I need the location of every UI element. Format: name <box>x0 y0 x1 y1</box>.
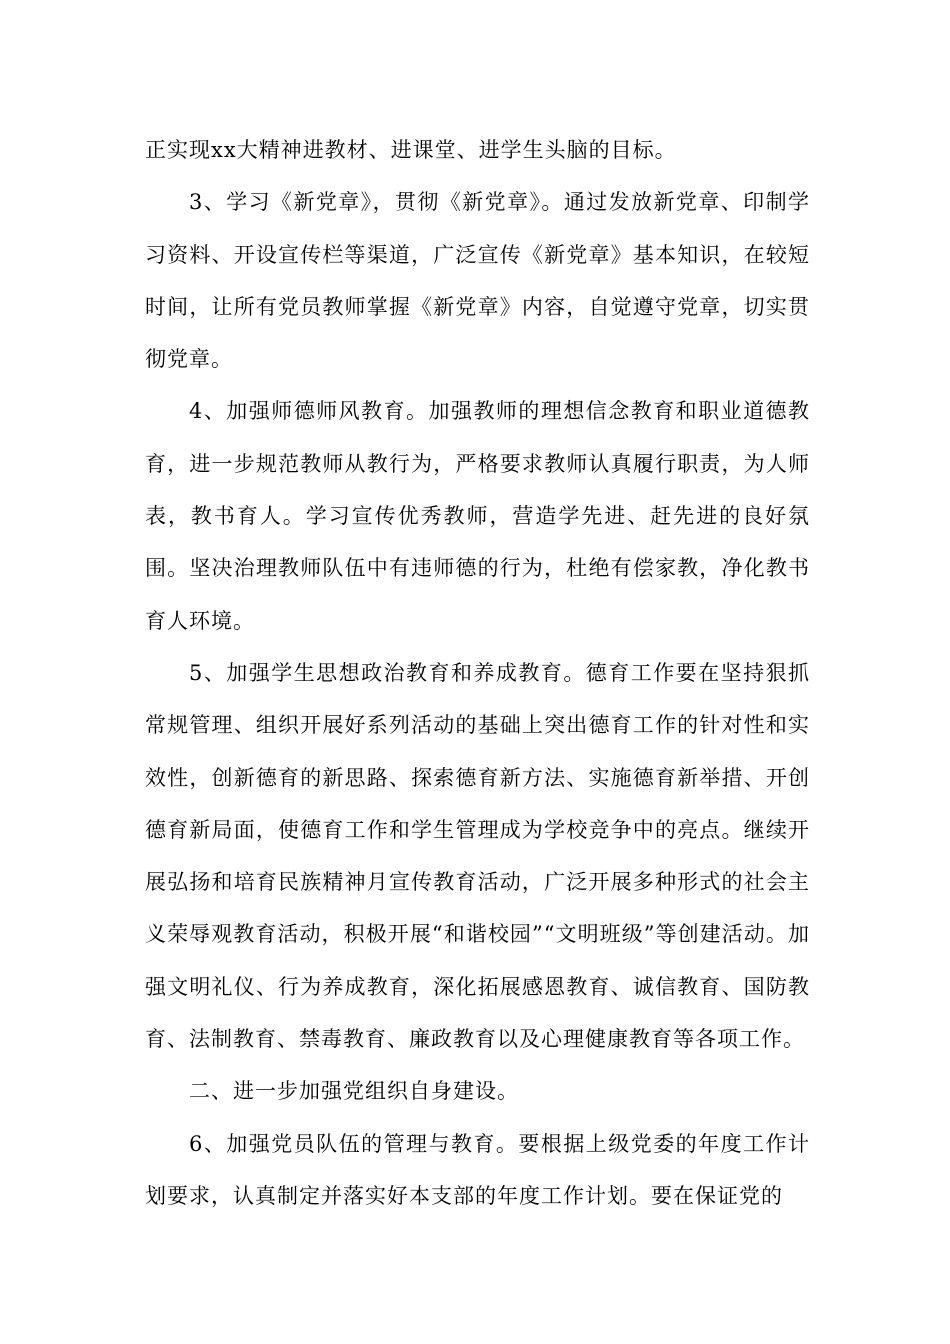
section-heading-party-organization: 二、进一步加强党组织自身建设。 <box>189 1079 519 1104</box>
paragraph-item-5-student-education: 5、加强学生思想政治教育和养成教育。德育工作要在坚持狠抓常规管理、组织开展好系列活动的基础上突出德育工作的针对性和实效性，创新德育的新思路、探索德育新方法、实施德育新举措、开创德育新局面，使德育工作和学生管理成为学校竞争中的亮点。继续开展弘扬和培育民族精神月宣传教育活动，广泛开展多种形式的社会主义荣辱观教育活动，积极开展“和谐校园”“文明班级”等创建活动。加强文明礼仪、行为养成教育，深化拓展感恩教育、诚信教育、国防教育、法制教育、禁毒教育、廉政教育以及心理健康教育等各项工作。 <box>145 660 810 1052</box>
paragraph-item-6-party-member-management: 6、加强党员队伍的管理与教育。要根据上级党委的年度工作计划要求，认真制定并落实好本支部的年度工作计划。要在保证党的 <box>145 1131 810 1208</box>
paragraph-continuation: 正实现xx大精神进教材、进课堂、进学生头脑的目标。 <box>145 138 677 162</box>
paragraph-item-3-party-constitution: 3、学习《新党章》，贯彻《新党章》。通过发放新党章、印制学习资料、开设宣传栏等渠道，广泛宣传《新党章》基本知识，在较短时间，让所有党员教师掌握《新党章》内容，自觉遵守党章，切实贯彻党章。 <box>145 190 810 372</box>
paragraph-item-4-teacher-ethics: 4、加强师德师风教育。加强教师的理想信念教育和职业道德教育，进一步规范教师从教行为，严格要求教师认真履行职责，为人师表，教书育人。学习宣传优秀教师，营造学先进、赶先进的良好氛围。坚决治理教师队伍中有违师德的行为，杜绝有偿家教，净化教书育人环境。 <box>145 399 810 633</box>
document-body <box>145 124 810 1222</box>
